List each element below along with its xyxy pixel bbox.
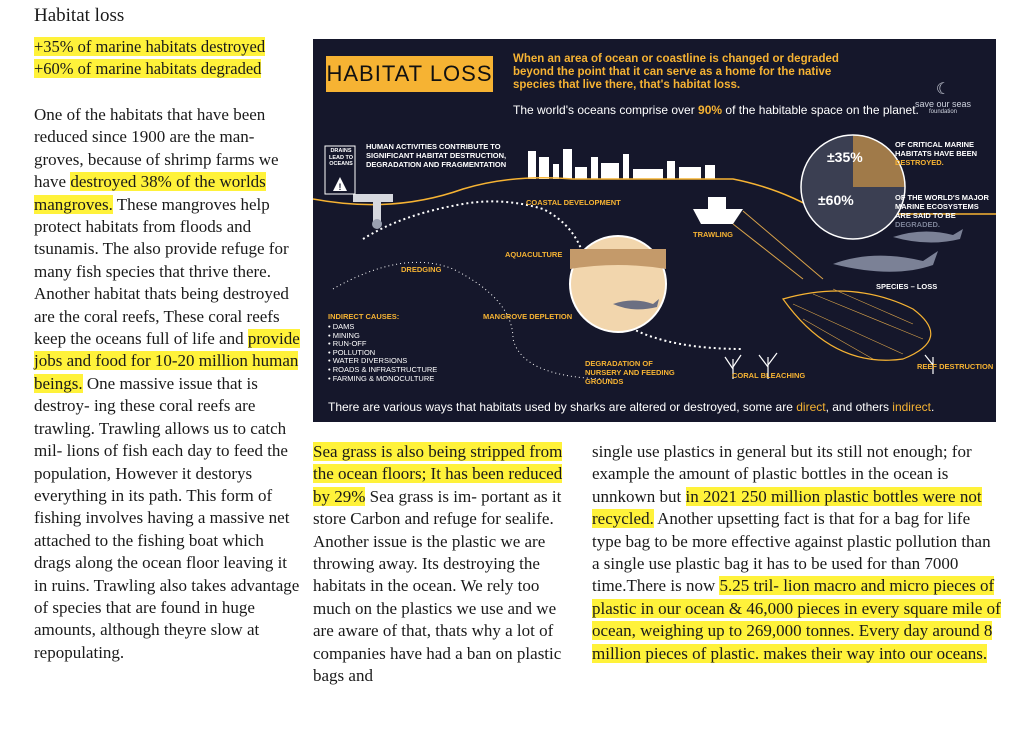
- aquaculture-label: AQUACULTURE: [505, 250, 563, 259]
- reef-destruction-label: REEF DESTRUCTION: [917, 362, 994, 371]
- pie-label-text: OF THE WORLD'S MAJOR MARINE ECOSYSTEMS ARE SAID TO BE: [895, 193, 989, 220]
- list-item: • POLLUTION: [328, 347, 376, 357]
- list-item-text: POLLUTION: [332, 347, 376, 357]
- text-column-2: [313, 441, 575, 687]
- indirect-causes-title: INDIRECT CAUSES:: [328, 312, 400, 321]
- footer-text: , and others: [825, 400, 893, 414]
- oceans-fact: [513, 103, 919, 117]
- logo-subtext: foundation: [928, 109, 958, 115]
- pie-value-degraded: ±60%: [818, 192, 854, 208]
- paragraph-text: These mangroves help protect habitats from floods and tsunamis. The also provide refuge for many fish species that thrive there. Another habitat thats being destroyed are the coral reefs, These coral reefs keep the oceans full of life and: [34, 194, 289, 349]
- footer-text: There are various ways that habitats used by sharks are altered or destroyed, some are: [328, 400, 797, 414]
- highlight-plastic-pieces: 5.25 tril- lion macro and micro pieces of plastic in our ocean & 46,000 pieces in every square mile of ocean, weighing up to 269,000 tonnes. Every day around 8 million pieces of plastic. makes their way into our oceans.: [592, 576, 1001, 663]
- stat-degraded: +60% of marine habitats degraded: [34, 59, 262, 78]
- trawling-label: TRAWLING: [693, 230, 733, 239]
- list-item-text: RUN-OFF: [332, 339, 367, 349]
- paragraph-text: One of the habitats that have been reduced since 1900 are the man- groves, because of shrimp farms we have: [34, 105, 279, 192]
- infographic-footer: [328, 400, 934, 414]
- oceans-fact-percent: 90%: [698, 103, 723, 117]
- pie-label-text: OF CRITICAL MARINE HABITATS HAVE BEEN: [895, 140, 978, 158]
- text-column-1: [34, 104, 304, 664]
- text-column-3: [592, 441, 1002, 665]
- footer-indirect: indirect: [892, 400, 931, 414]
- infographic-description: When an area of ocean or coastline is changed or degraded beyond the point that it can serve as a home for the native species that live there, that's habitat loss.: [513, 53, 839, 91]
- habitat-loss-infographic: [313, 39, 996, 422]
- save-our-seas-logo: [913, 79, 973, 115]
- stats-block: [34, 36, 265, 80]
- list-item: • RUN-OFF: [328, 339, 367, 349]
- footer-direct: direct: [796, 400, 826, 414]
- list-item: • DAMS: [328, 322, 355, 331]
- paragraph-text: One massive issue that is destroy- ing these coral reefs are trawling. Trawling allows us to catch mil- lions of fish each day to feed the population, However it destorys everything in its path. This form of fishing involves having a massive net attached to the fishing boat which drags along the ocean floor leaving it in ruins. Trawling also takes advantage of species that are found in huge amounts, although theyre slow at repopulating.: [34, 373, 300, 662]
- list-item-text: MINING: [332, 330, 360, 340]
- highlight-bottles: in 2021 250 million plastic bottles were not recycled.: [592, 486, 982, 529]
- list-item-text: DAMS: [332, 322, 355, 331]
- paragraph-text: Sea grass is im- portant as it store Carbon and refuge for sealife. Another issue is the plastic we are throwing away. Its destroying the habitats in the ocean. We rely too much on the plastics we use and we are aware of that, thats why a lot of companies have had a ban on plastic bags and: [313, 486, 562, 686]
- coral-bleaching-label: CORAL BLEACHING: [732, 371, 806, 380]
- nursery-degradation-label: DEGRADATION OF NURSERY AND FEEDING GROUNDS: [585, 359, 675, 386]
- pie-label-destroyed: [895, 140, 985, 167]
- page-title: Habitat loss: [34, 5, 125, 26]
- dredging-label: DREDGING: [401, 265, 442, 274]
- list-item: • FARMING & MONOCULTURE: [328, 373, 435, 383]
- list-item-text: FARMING & MONOCULTURE: [332, 373, 435, 383]
- oceans-fact-text: The world's oceans comprise over: [513, 103, 699, 117]
- pie-label-degraded: [895, 193, 991, 229]
- stat-destroyed: +35% of marine habitats destroyed: [34, 37, 266, 56]
- pie-value-destroyed: ±35%: [827, 149, 863, 165]
- mangrove-depletion-label: MANGROVE DEPLETION: [483, 312, 573, 321]
- list-item: • WATER DIVERSIONS: [328, 356, 408, 366]
- city-skyline-icon: [528, 149, 715, 179]
- svg-text:!: !: [338, 182, 342, 192]
- list-item-text: WATER DIVERSIONS: [332, 356, 408, 366]
- human-activities-label: HUMAN ACTIVITIES CONTRIBUTE TO SIGNIFICANT HABITAT DESTRUCTION, DEGRADATION AND FRAGMENTATION: [366, 142, 507, 169]
- oceans-fact-text: of the habitable space on the planet.: [722, 103, 919, 117]
- moon-icon: ☾: [935, 81, 951, 98]
- drains-label: DRAINS LEAD TO OCEANS: [328, 148, 354, 167]
- mangrove-shark-circle: [570, 236, 666, 332]
- indirect-causes-list: [328, 323, 437, 383]
- species-loss-label: SPECIES – LOSS: [876, 282, 938, 291]
- list-item: • MINING: [328, 330, 360, 340]
- list-item-text: ROADS & INFRASTRUCTURE: [332, 364, 438, 374]
- list-item: • ROADS & INFRASTRUCTURE: [328, 364, 438, 374]
- logo-text: save our seas: [914, 99, 972, 109]
- pie-label-word: DEGRADED.: [895, 220, 941, 229]
- pie-label-word: DESTROYED.: [895, 158, 944, 167]
- highlight-seagrass: Sea grass is also being stripped from the ocean floors; It has been reduced by 29%: [313, 442, 563, 506]
- paragraph-text: single use plastics in general but its still not enough; for example the amount of plastic bottles in the ocean is unnkown but: [592, 442, 972, 506]
- footer-text: .: [930, 400, 935, 414]
- infographic-heading: HABITAT LOSS: [326, 56, 493, 92]
- paragraph-text: Another upsetting fact is that for a bag for life type bag to be more effective against plastic pollution than a single use plastic bag it has to be used for than 7000 time.There is now: [592, 509, 991, 596]
- highlight-mangroves: destroyed 38% of the worlds mangroves.: [34, 172, 266, 214]
- drain-pipe-icon: [353, 194, 393, 229]
- highlight-coral-jobs: provide jobs and food for 10-20 million human beings.: [34, 329, 300, 393]
- coastal-development-label: COASTAL DEVELOPMENT: [526, 198, 621, 207]
